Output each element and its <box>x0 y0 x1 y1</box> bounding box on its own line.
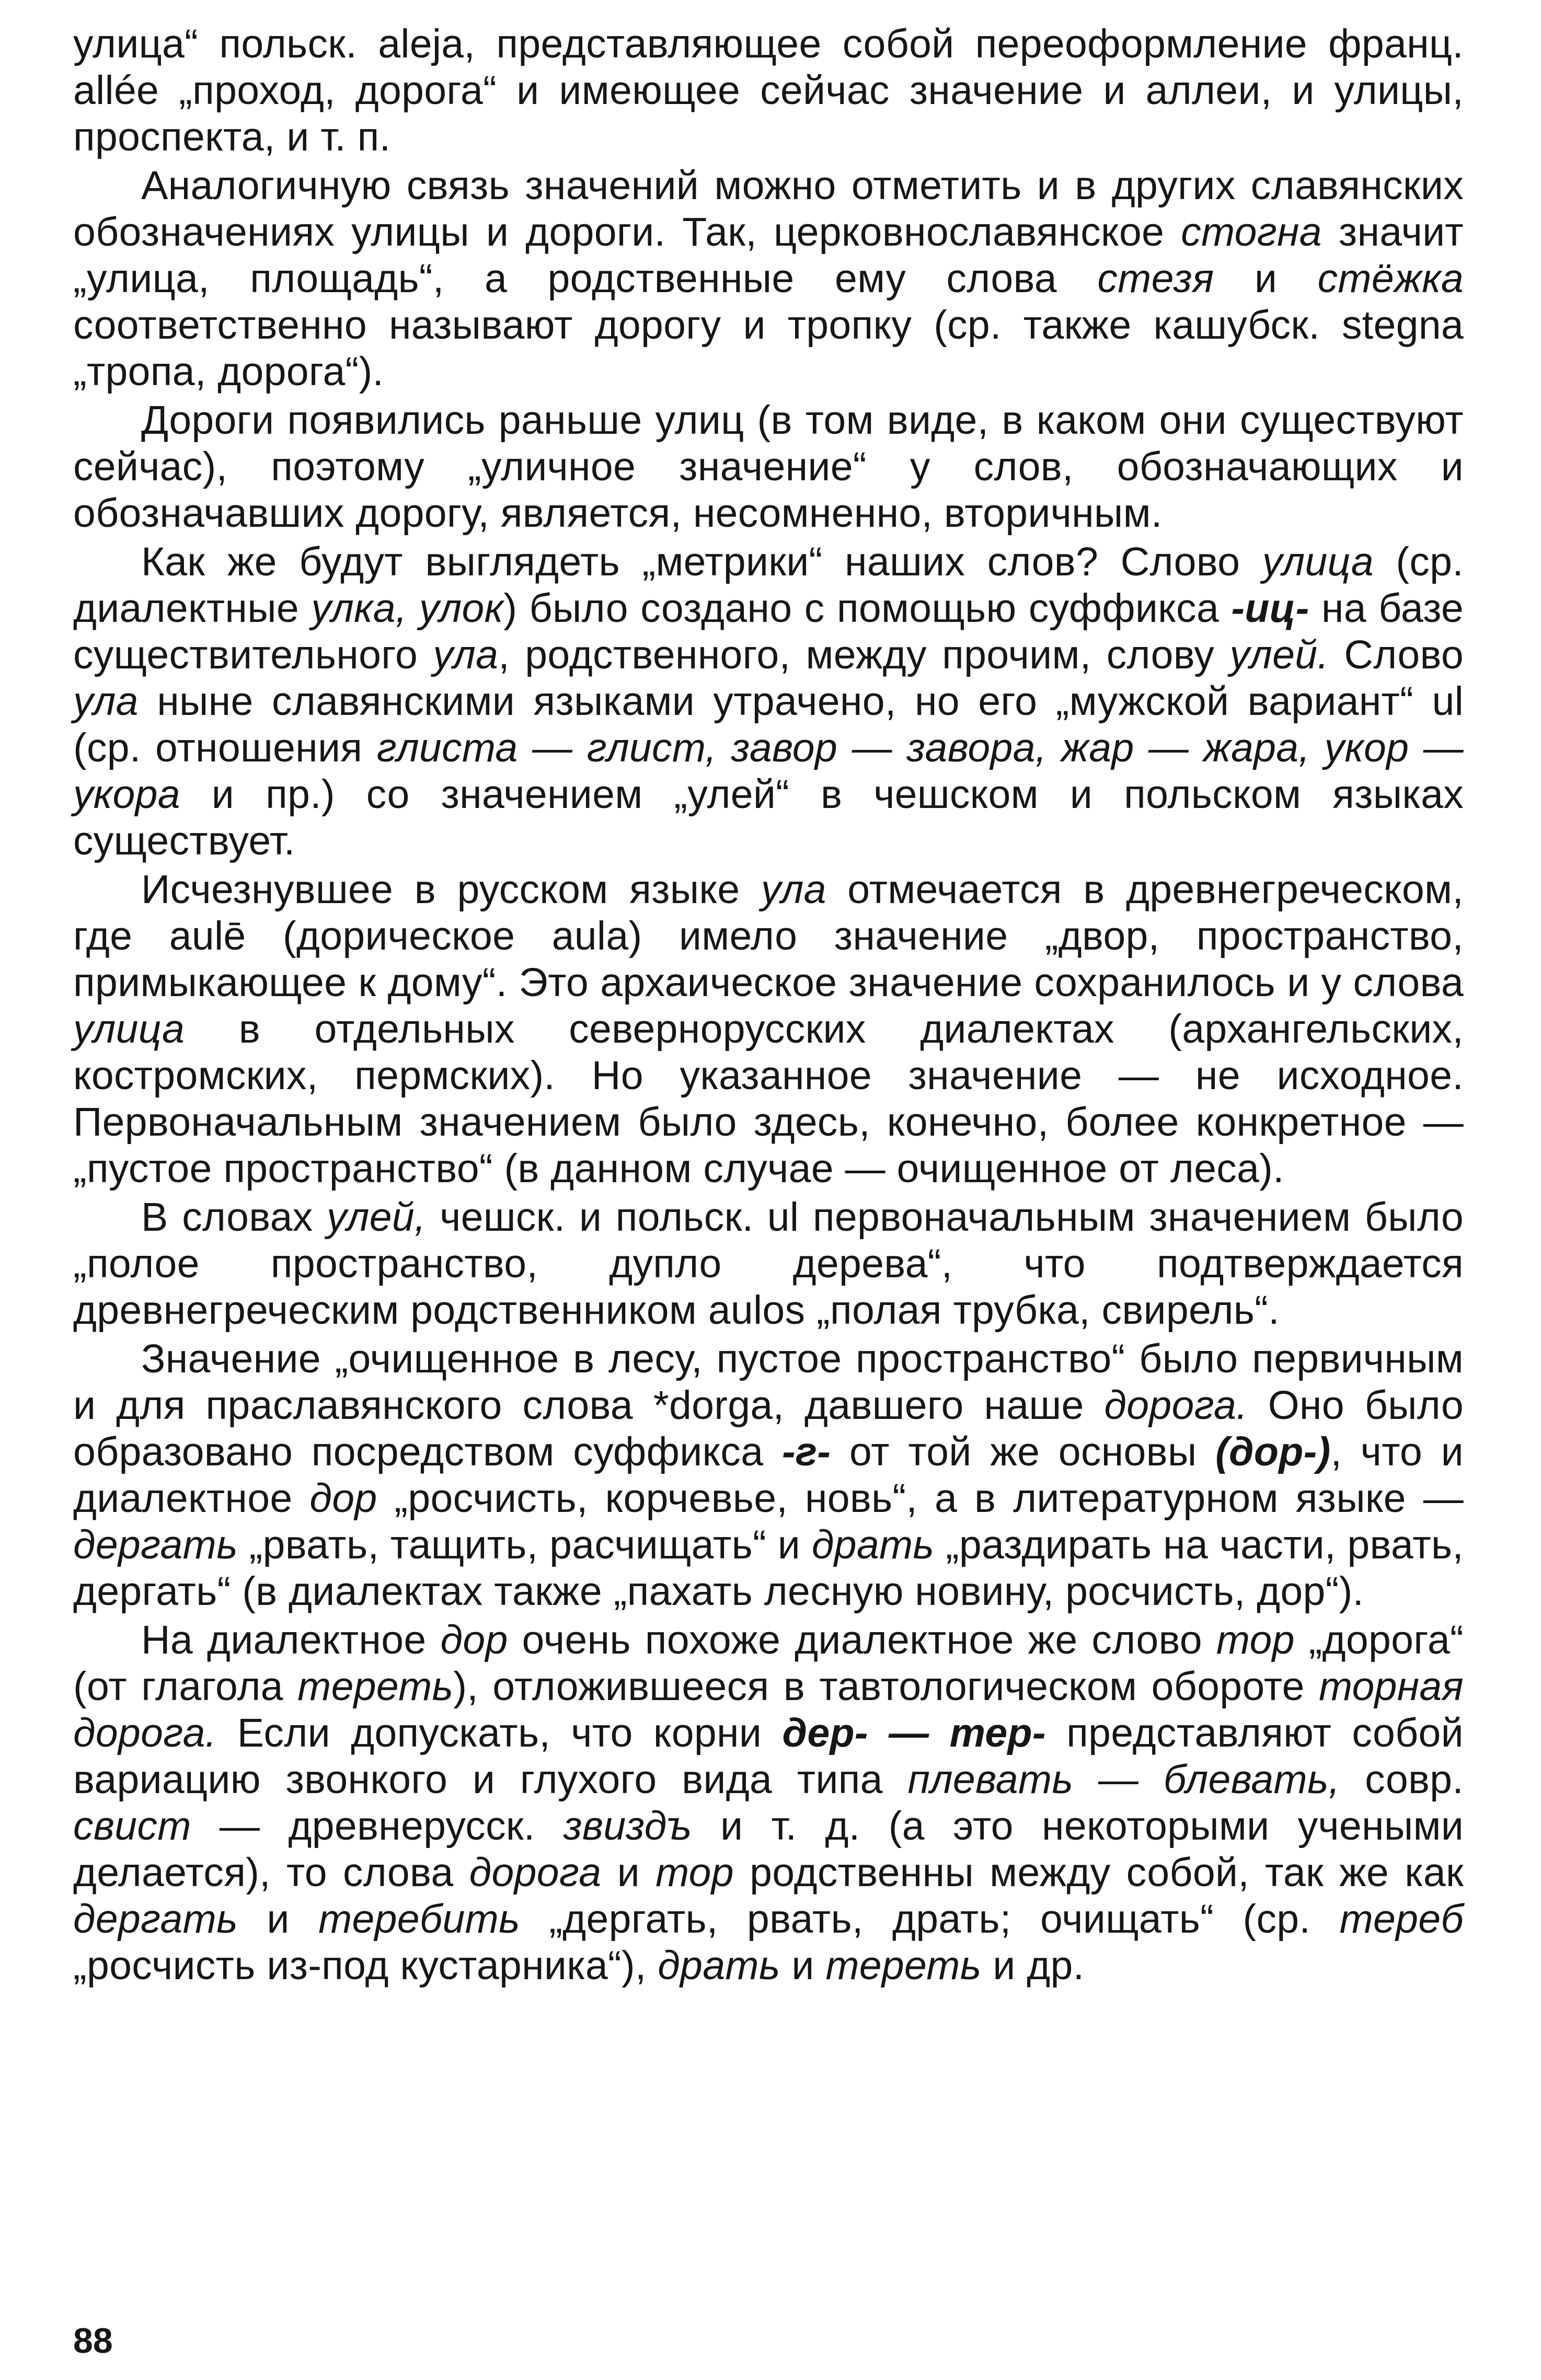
emphasized-term: дор <box>440 1618 508 1662</box>
emphasized-term: улей, <box>327 1195 426 1240</box>
emphasized-term: звиздъ <box>563 1804 692 1848</box>
text-run: „дорога“ (от глагола <box>73 1618 1464 1709</box>
text-run: чешск. и польск. ul первоначальным значением было „полое пространство, дупло дерева“, что подтверждается древнегреческим родственником aulos „полая трубка, свирель“. <box>73 1195 1464 1333</box>
text-run: Значение „очищенное в лесу, пустое пространство“ было первичным и для праславянского слова *dorga, давшего наше <box>73 1336 1464 1428</box>
emphasized-term: дергать <box>73 1522 238 1567</box>
emphasized-term: тор <box>1216 1618 1295 1662</box>
paragraph <box>73 866 1464 1192</box>
text-run: Если допускать, что корни <box>216 1711 783 1755</box>
emphasized-term: ула <box>761 867 826 912</box>
emphasized-term: дорога <box>469 1850 602 1895</box>
text-run: совр. <box>1340 1757 1464 1802</box>
text-run: и пр.) со значением „улей“ в чешском и польском языках существует. <box>73 772 1464 863</box>
text-run: и <box>601 1850 656 1895</box>
page-body <box>73 21 1464 1989</box>
text-run: значит „улица, площадь“, а родственные ему слова <box>73 210 1464 301</box>
text-run: от той же основы <box>831 1429 1216 1474</box>
page-number: 88 <box>73 2321 113 2361</box>
emphasized-term: торная дорога. <box>73 1664 1464 1755</box>
emphasized-term: стезя <box>1097 256 1214 301</box>
text-run: В словах <box>141 1195 327 1240</box>
paragraph <box>73 539 1464 864</box>
emphasized-term: глиста — глист, завор — завора, жар — жара, укор — укора <box>73 725 1464 817</box>
emphasized-term: дорога. <box>1104 1383 1248 1428</box>
emphasized-term: тереб <box>1339 1897 1464 1942</box>
emphasized-term: дер- — тер- <box>782 1711 1046 1755</box>
text-run: , родственного, между прочим, слову <box>498 632 1230 677</box>
text-run: Аналогичную связь значений можно отметить и в других славянских обозначениях улицы и дороги. Так, церковнославянское <box>73 163 1464 255</box>
paragraph <box>73 1194 1464 1334</box>
emphasized-term: ула <box>433 632 499 677</box>
emphasized-term: улей. <box>1229 632 1329 677</box>
emphasized-term: улка, улок <box>311 586 504 631</box>
paragraph <box>73 163 1464 395</box>
text-run: — древнерусск. <box>191 1804 564 1848</box>
text-run: „рвать, тащить, расчищать“ и <box>237 1522 812 1567</box>
text-run: и <box>237 1897 319 1942</box>
text-run: Дороги появились раньше улиц (в том виде, в каком они существуют сейчас), поэтому „уличное значение“ у слов, обозначающих и обозначавших дорогу, является, несомненно, вторичным. <box>73 398 1464 536</box>
text-run: ) было создано с помощью суффикса <box>503 586 1232 631</box>
text-run: родственны между собой, так же как <box>733 1850 1464 1895</box>
text-run: соответственно называют дорогу и тропку (ср. также кашубск. stegna „тропа, дорога“). <box>73 303 1464 394</box>
emphasized-term: (дор-) <box>1215 1429 1331 1474</box>
text-run: и <box>1214 256 1318 301</box>
text-run: в отдельных севернорусских диалектах (архангельских, костромских, пермских). Но указанное значение — не исходное. Первоначальным значением было здесь, конечно, более конкретное — „пустое пространство“ (в данном случае — очищенное от леса). <box>73 1007 1464 1191</box>
paragraph <box>73 397 1464 537</box>
text-run: отмечается в древнегреческом, где aulē (дорическое aula) имело значение „двор, пространство, примыкающее к дому“. Это архаическое значение сохранилось и у слова <box>73 867 1464 1005</box>
text-run: (ср. диалектные <box>73 539 1464 631</box>
emphasized-term: свист <box>73 1804 191 1848</box>
emphasized-term: драть <box>658 1943 780 1988</box>
text-run: и др. <box>981 1943 1085 1988</box>
text-run: ), отложившееся в тавтологическом обороте <box>453 1664 1319 1709</box>
emphasized-term: улица <box>1262 539 1374 584</box>
text-run: и т. д. (а это некоторыми учеными делается), то слова <box>73 1804 1464 1895</box>
text-run: На диалектное <box>141 1618 441 1662</box>
emphasized-term: драть <box>811 1522 935 1567</box>
text-run: на базе существительного <box>73 586 1464 677</box>
text-run: Как же будут выглядеть „метрики“ наших слов? Слово <box>141 539 1262 584</box>
text-run: „росчисть, корчевье, новь“, а в литературном языке — <box>377 1476 1464 1521</box>
emphasized-term: тереть <box>297 1664 454 1709</box>
text-run: улица“ польск. aleja, представляющее собой переоформление франц. allée „проход, дорога“ и имеющее сейчас значение и аллеи, и улицы, проспекта, и т. п. <box>73 21 1464 159</box>
text-run: Слово <box>1329 632 1464 677</box>
text-run: ныне славянскими языками утрачено, но его „мужской вариант“ ul (ср. отношения <box>73 679 1464 770</box>
emphasized-term: улица <box>73 1007 185 1052</box>
emphasized-term: тереть <box>825 1943 982 1988</box>
text-run: , что и диалектное <box>73 1429 1464 1521</box>
text-run: представляют собой вариацию звонкого и глухого вида типа <box>73 1711 1464 1802</box>
emphasized-term: стёжка <box>1317 256 1464 301</box>
text-run: и <box>780 1943 826 1988</box>
paragraph <box>73 1617 1464 1989</box>
text-run: „росчисть из-под кустарника“), <box>73 1943 658 1988</box>
text-run: „раздирать на части, рвать, дергать“ (в диалектах также „пахать лесную новину, росчисть, дор“). <box>73 1522 1464 1614</box>
text-run: Исчезнувшее в русском языке <box>141 867 761 912</box>
emphasized-term: ула <box>73 679 139 724</box>
paragraph <box>73 21 1464 160</box>
emphasized-term: тор <box>656 1850 734 1895</box>
text-run: Оно было образовано посредством суффикса <box>73 1383 1464 1474</box>
emphasized-term: дергать <box>73 1897 238 1942</box>
emphasized-term: -г- <box>781 1429 831 1474</box>
text-run: очень похоже диалектное же слово <box>508 1618 1216 1662</box>
text-run: „дергать, рвать, драть; очищать“ (ср. <box>520 1897 1340 1942</box>
emphasized-term: плевать — блевать, <box>907 1757 1340 1802</box>
emphasized-term: -иц- <box>1231 586 1309 631</box>
emphasized-term: стогна <box>1181 210 1322 255</box>
emphasized-term: дор <box>309 1476 377 1521</box>
paragraph <box>73 1336 1464 1615</box>
emphasized-term: теребить <box>318 1897 520 1942</box>
